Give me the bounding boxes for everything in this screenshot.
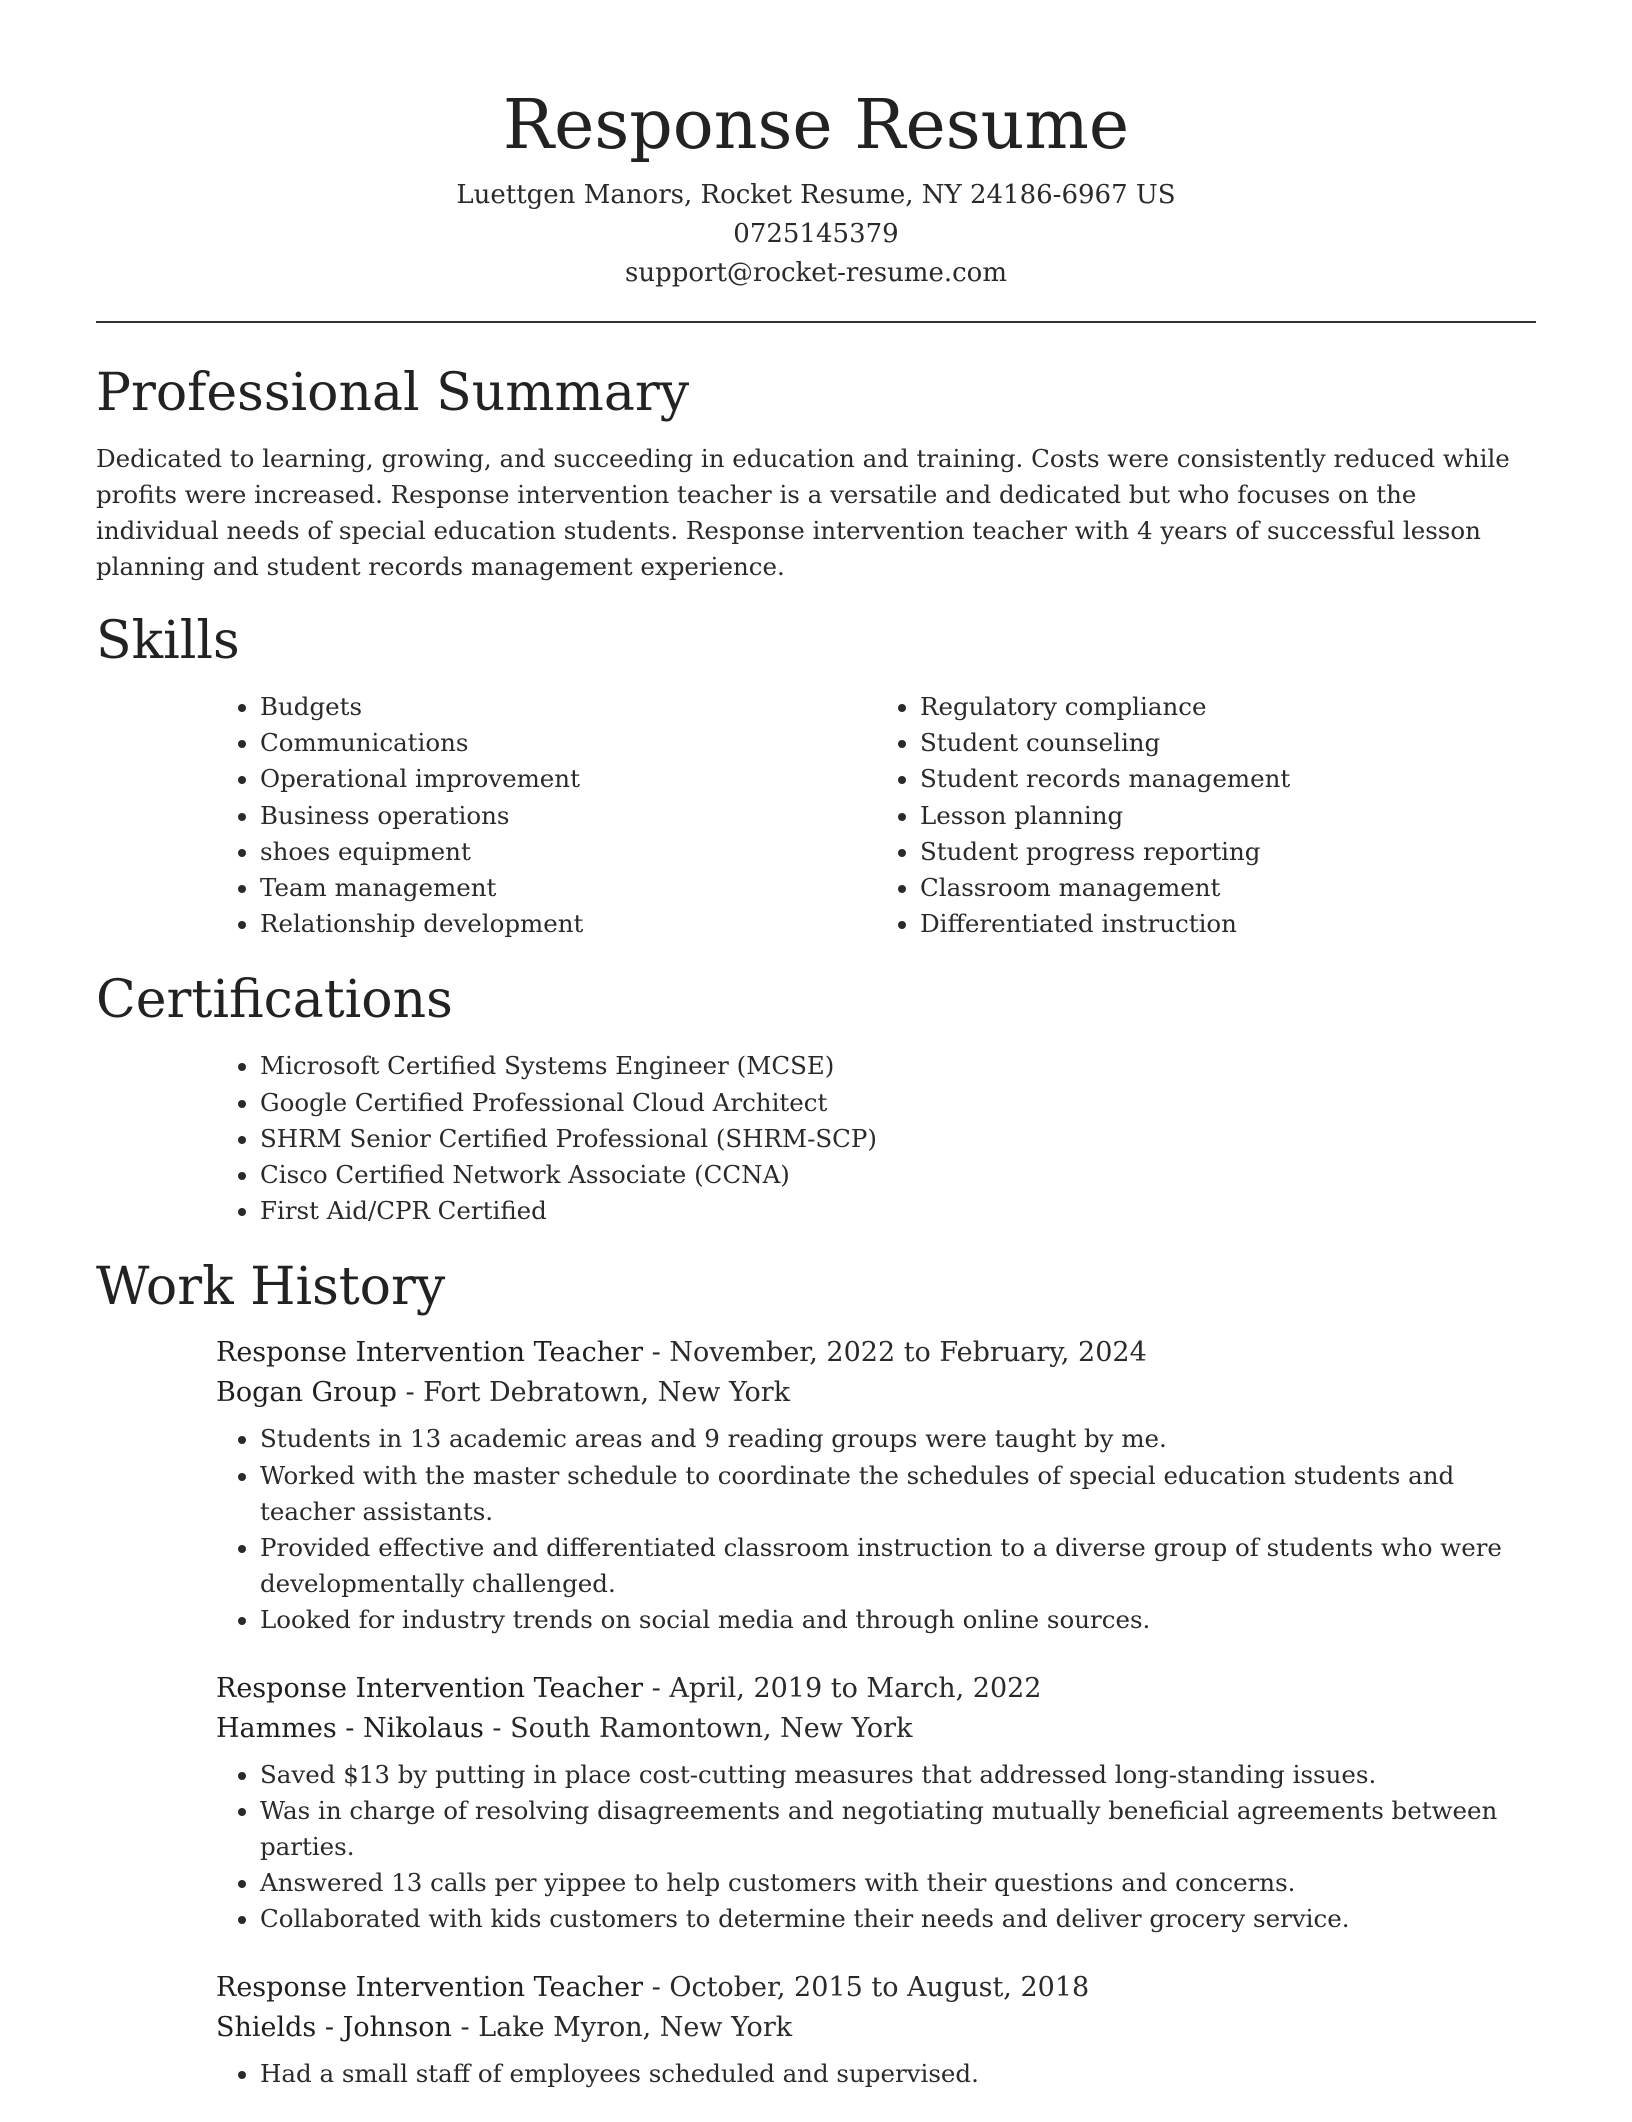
- skill-item: • Budgets: [260, 689, 876, 725]
- job-title-line: [216, 1669, 1536, 1709]
- certification-item: • First Aid/CPR Certified: [260, 1193, 1536, 1229]
- job-dates: November, 2022 to February, 2024: [669, 1337, 1147, 1369]
- summary-paragraph: Dedicated to learning, growing, and succeeding in education and training. Costs were consistently reduced while profits were increased. Response intervention teacher is a versatile and dedicated but who focuses on the individual needs of special education students. Response intervention teacher with 4 years of successful lesson planning and student records management experience.: [96, 444, 1510, 581]
- separator: -: [643, 1971, 670, 2003]
- work-history-heading: Work History: [96, 1257, 446, 1318]
- candidate-name: Response Resume: [502, 86, 1130, 165]
- job-title-line: [216, 1333, 1536, 1373]
- skill-item: • Communications: [260, 725, 876, 761]
- job-duty-item: • Had a small staff of employees scheduled and supervised.: [260, 2056, 1536, 2092]
- job-role: Response Intervention Teacher: [216, 1672, 644, 1704]
- phone-line: 0725145379: [733, 219, 899, 249]
- skill-item: • Relationship development: [260, 906, 876, 942]
- separator: -: [451, 2011, 479, 2043]
- jobs-list: [216, 1333, 1536, 2091]
- job-location: Fort Debratown, New York: [423, 1377, 790, 1409]
- skill-item: • shoes equipment: [260, 834, 876, 870]
- certification-item: • Cisco Certified Network Associate (CCNA): [260, 1157, 1536, 1193]
- job-dates: October, 2015 to August, 2018: [669, 1971, 1090, 2003]
- separator: -: [483, 1712, 511, 1744]
- contact-info: [96, 176, 1536, 293]
- skills-heading: Skills: [96, 611, 240, 671]
- job-duty-item: • Answered 13 calls per yippee to help customers with their questions and concerns.: [260, 1865, 1536, 1901]
- job-company-line: [216, 1373, 1536, 1413]
- certifications-heading: Certifications: [96, 970, 453, 1031]
- summary-heading: Professional Summary: [96, 363, 690, 423]
- separator: -: [643, 1337, 670, 1369]
- job-duty-item: • Provided effective and differentiated classroom instruction to a diverse group of students who were developmentally challenged.: [260, 1530, 1536, 1602]
- job-entry: [216, 1968, 1536, 2092]
- job-company-line: [216, 2008, 1536, 2048]
- resume-header: [96, 0, 1536, 293]
- certifications-section: [96, 970, 1536, 1229]
- certification-item: • SHRM Senior Certified Professional (SHRM-SCP): [260, 1121, 1536, 1157]
- job-duties-list: [216, 2056, 1536, 2092]
- job-duty-item: • Saved $13 by putting in place cost-cutting measures that addressed long-standing issues.: [260, 1757, 1536, 1793]
- skill-item: • Classroom management: [920, 870, 1536, 906]
- job-duty-item: • Was in charge of resolving disagreements and negotiating mutually beneficial agreements between parties.: [260, 1793, 1536, 1865]
- job-role: Response Intervention Teacher: [216, 1971, 644, 2003]
- certification-item: • Microsoft Certified Systems Engineer (MCSE): [260, 1048, 1536, 1084]
- resume-page: [96, 0, 1536, 2122]
- skill-item: • Operational improvement: [260, 761, 876, 797]
- skills-list-right: [876, 689, 1536, 942]
- summary-section: [96, 363, 1536, 585]
- job-duty-item: • Worked with the master schedule to coordinate the schedules of special education students and teacher assistants.: [260, 1458, 1536, 1530]
- job-location: Lake Myron, New York: [478, 2011, 793, 2043]
- skill-item: • Student records management: [920, 761, 1536, 797]
- skill-item: • Regulatory compliance: [920, 689, 1536, 725]
- job-duty-item: • Collaborated with kids customers to determine their needs and deliver grocery service.: [260, 1901, 1536, 1937]
- separator: -: [396, 1377, 424, 1409]
- skill-item: • Differentiated instruction: [920, 906, 1536, 942]
- job-company: Hammes - Nikolaus: [216, 1712, 484, 1744]
- job-duties-list: [216, 1421, 1536, 1638]
- job-company: Shields - Johnson: [216, 2011, 452, 2043]
- job-title-line: [216, 1968, 1536, 2008]
- job-role: Response Intervention Teacher: [216, 1337, 644, 1369]
- skill-item: • Student counseling: [920, 725, 1536, 761]
- work-history-section: [96, 1257, 1536, 2091]
- job-company: Bogan Group: [216, 1377, 397, 1409]
- job-company-line: [216, 1709, 1536, 1749]
- separator: -: [643, 1672, 670, 1704]
- skill-item: • Team management: [260, 870, 876, 906]
- job-duties-list: [216, 1757, 1536, 1938]
- job-location: South Ramontown, New York: [510, 1712, 913, 1744]
- skill-item: • Business operations: [260, 798, 876, 834]
- job-entry: [216, 1333, 1536, 1638]
- certification-item: • Google Certified Professional Cloud Architect: [260, 1085, 1536, 1121]
- skill-item: • Lesson planning: [920, 798, 1536, 834]
- skills-grid: [216, 689, 1536, 942]
- job-duty-item: • Looked for industry trends on social media and through online sources.: [260, 1602, 1536, 1638]
- job-duty-item: • Students in 13 academic areas and 9 reading groups were taught by me.: [260, 1421, 1536, 1457]
- skills-section: [96, 611, 1536, 942]
- job-dates: April, 2019 to March, 2022: [669, 1672, 1042, 1704]
- certifications-list: [216, 1048, 1536, 1229]
- job-entry: [216, 1669, 1536, 1938]
- skills-list-left: [216, 689, 876, 942]
- skill-item: • Student progress reporting: [920, 834, 1536, 870]
- email-line: support@rocket-resume.com: [624, 258, 1007, 288]
- header-divider: [96, 321, 1536, 323]
- address-line: Luettgen Manors, Rocket Resume, NY 24186-6967 US: [456, 180, 1176, 210]
